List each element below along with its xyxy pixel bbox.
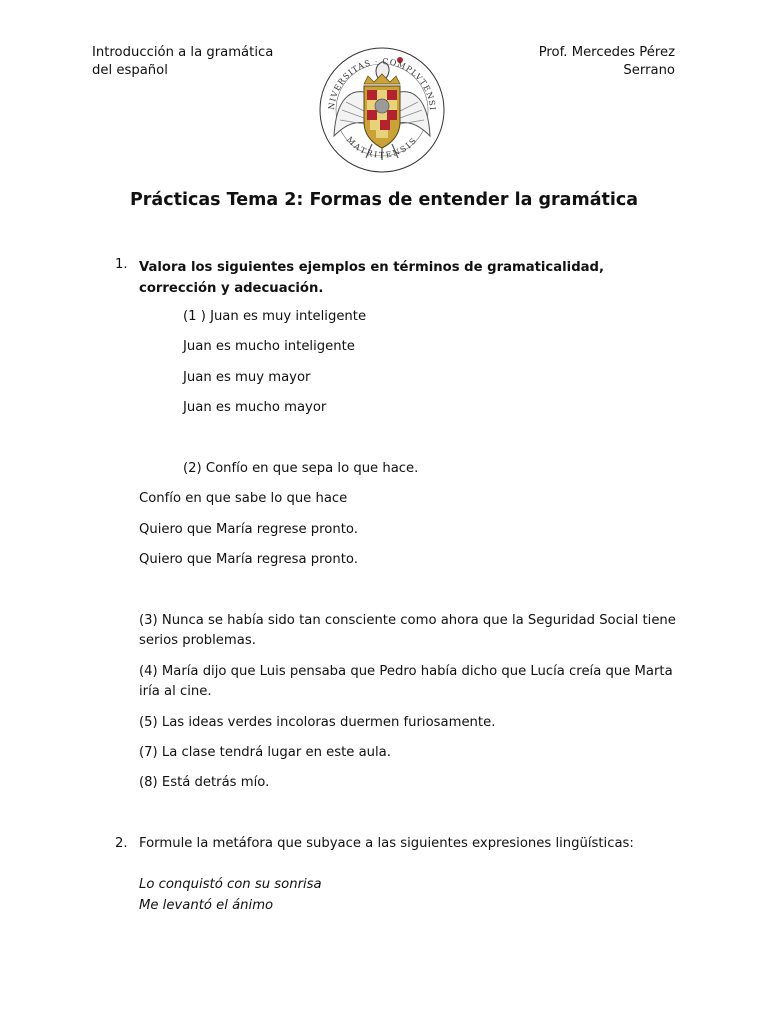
example-2b: Confío en que sabe lo que hace (139, 491, 348, 506)
example-2d: Quiero que María regresa pronto. (139, 552, 358, 567)
example-1b: Juan es mucho inteligente (183, 339, 355, 354)
metaphor-example-2: Me levantó el ánimo (139, 898, 274, 913)
university-seal-logo (312, 40, 452, 176)
example-2c: Quiero que María regrese pronto. (139, 522, 358, 537)
example-2a: (2) Confío en que sepa lo que hace. (183, 461, 419, 476)
question1-number: 1. (115, 257, 128, 272)
example-5: (5) Las ideas verdes incoloras duermen furiosamente. (139, 715, 496, 730)
question2-text: Formule la metáfora que subyace a las siguientes expresiones lingüísticas: (139, 836, 634, 851)
example-1d: Juan es mucho mayor (183, 400, 327, 415)
example-4: (4) María dijo que Luis pensaba que Pedro había dicho que Lucía creía que Marta iría al cine. (139, 664, 673, 699)
example-3: (3) Nunca se había sido tan consciente como ahora que la Seguridad Social tiene serios problemas. (139, 613, 676, 648)
page-title: Prácticas Tema 2: Formas de entender la gramática (129, 190, 639, 210)
example-7: (7) La clase tendrá lugar en este aula. (139, 745, 391, 760)
course-name (92, 44, 312, 80)
professor-name (475, 44, 675, 80)
course-name-line1: Introducción a la gramática (92, 45, 274, 60)
example-8: (8) Está detrás mío. (139, 775, 270, 790)
example-1a: (1 ) Juan es muy inteligente (183, 309, 367, 324)
professor-name-line2: Serrano (623, 63, 675, 78)
seal-text-top: NIVERSITAS · COMPLVTENSI (326, 56, 438, 112)
professor-name-line1: Prof. Mercedes Pérez (538, 45, 675, 60)
question1-text: Valora los siguientes ejemplos en términos de gramaticalidad, corrección y adecuación. (139, 260, 604, 296)
question2-number: 2. (115, 836, 128, 851)
example-1c: Juan es muy mayor (183, 370, 311, 385)
course-name-line2: del español (92, 63, 168, 78)
seal-text-bottom: MATRITENSIS (344, 135, 420, 160)
metaphor-example-1: Lo conquistó con su sonrisa (139, 877, 322, 892)
